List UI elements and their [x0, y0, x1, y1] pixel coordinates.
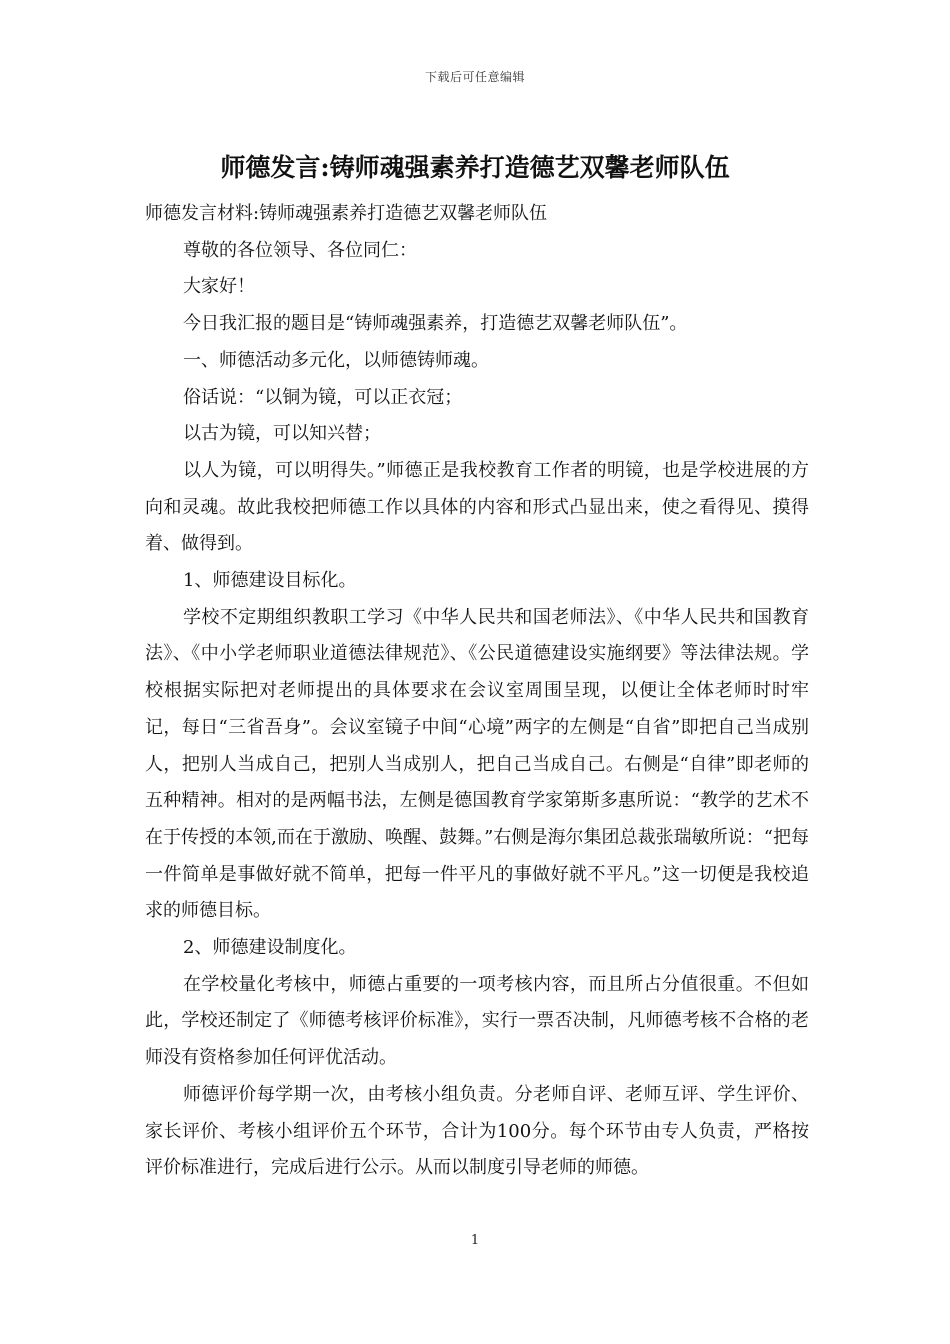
header-note: 下载后可任意编辑	[424, 70, 525, 84]
item-1-body: 学校不定期组织教职工学习《中华人民共和国老师法》、《中华人民共和国教育法》、《中小学老师职业道德法律规范》、《公民道德建设实施纲要》等法律法规。学校根据实际把对老师提出的具体要求在会议室周围呈现，以便让全体老师时时牢记，每日“三省吾身”。会议室镜子中间“心境”两字的左侧是“自省”即把自己当成别人，把别人当成自己，把别人当成别人，把自己当成自己。右侧是“自律”即老师的五种精神。相对的是两幅书法，左侧是德国教育学家第斯多惠所说：“教学的艺术不在于传授的本领,而在于激励、唤醒、鼓舞。”右侧是海尔集团总裁张瑞敏所说：“把每一件简单是事做好就不简单，把每一件平凡的事做好就不平凡。”这一切便是我校追求的师德目标。	[145, 606, 809, 922]
item-1-heading: 1、师德建设目标化。	[183, 570, 357, 592]
document-body	[145, 196, 809, 1187]
document-title: 师德发言:铸师魂强素养打造德艺双馨老师队伍	[220, 153, 730, 182]
intro-paragraph: 今日我汇报的题目是“铸师魂强素养，打造德艺双馨老师队伍”。	[183, 313, 688, 335]
proverb-line-2: 以古为镜，可以知兴替；	[183, 423, 381, 445]
section-heading: 一、师德活动多元化，以师德铸师魂。	[183, 349, 489, 371]
proverb-paragraph: 以人为镜，可以明得失。”师德正是我校教育工作者的明镜，也是学校进展的方向和灵魂。故此我校把师德工作以具体的内容和形式凸显出来，使之看得见、摸得着、做得到。	[145, 459, 809, 555]
subtitle-paragraph: 师德发言材料:铸师魂强素养打造德艺双馨老师队伍	[145, 203, 548, 224]
salutation-paragraph: 尊敬的各位领导、各位同仁：	[183, 239, 417, 261]
item-2-body-1: 在学校量化考核中，师德占重要的一项考核内容，而且所占分值很重。不但如此，学校还制定了《师德考核评价标准》，实行一票否决制，凡师德考核不合格的老师没有资格参加任何评优活动。	[145, 973, 809, 1069]
greeting-paragraph: 大家好！	[183, 276, 255, 298]
proverb-line-1: 俗话说：“以铜为镜，可以正衣冠；	[183, 386, 463, 408]
item-2-body-2: 师德评价每学期一次，由考核小组负责。分老师自评、老师互评、学生评价、家长评价、考核小组评价五个环节，合计为100分。每个环节由专人负责，严格按评价标准进行，完成后进行公示。从而以制度引导老师的师德。	[145, 1083, 809, 1179]
item-2-heading: 2、师德建设制度化。	[183, 937, 357, 959]
page-number: 1	[470, 1233, 480, 1248]
